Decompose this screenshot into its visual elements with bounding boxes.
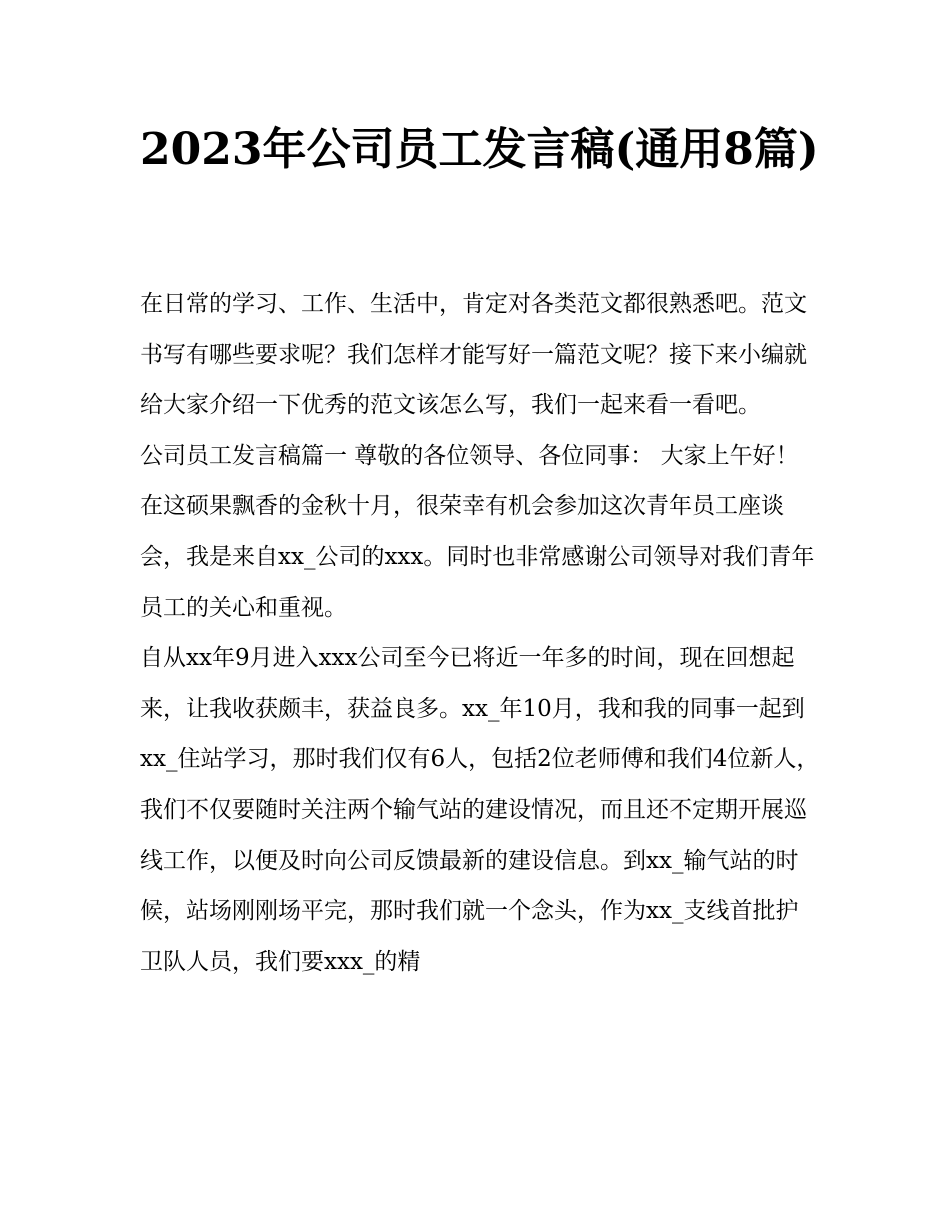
paragraph-opening: 在这硕果飘香的金秋十月，很荣幸有机会参加这次青年员工座谈会，我是来自xx_公司的xxx。同时也非常感谢公司领导对我们青年员工的关心和重视。 xyxy=(140,493,815,621)
document-title: 2023年公司员工发言稿(通用8篇) xyxy=(140,124,819,175)
paragraph-experience: 自从xx年9月进入xxx公司至今已将近一年多的时间，现在回想起来，让我收获颇丰，获益良多。xx_年10月，我和我的同事一起到xx_住站学习，那时我们仅有6人，包括2位老师傅和我们4位新人，我们不仅要随时关注两个输气站的建设情况，而且还不定期开展巡线工作，以便及时向公司反馈最新的建设信息。到xx_输气站的时候，站场刚刚场平完，那时我们就一个念头，作为xx_支线首批护卫队人员，我们要xxx_的精 xyxy=(140,645,820,975)
document-body xyxy=(140,279,820,987)
paragraph-intro: 在日常的学习、工作、生活中，肯定对各类范文都很熟悉吧。范文书写有哪些要求呢？我们怎样才能写好一篇范文呢？接下来小编就给大家介绍一下优秀的范文该怎么写，我们一起来看一看吧。 xyxy=(140,291,807,419)
paragraph-greeting: 公司员工发言稿篇一 尊敬的各位领导、各位同事： 大家上午好！ xyxy=(140,442,799,469)
